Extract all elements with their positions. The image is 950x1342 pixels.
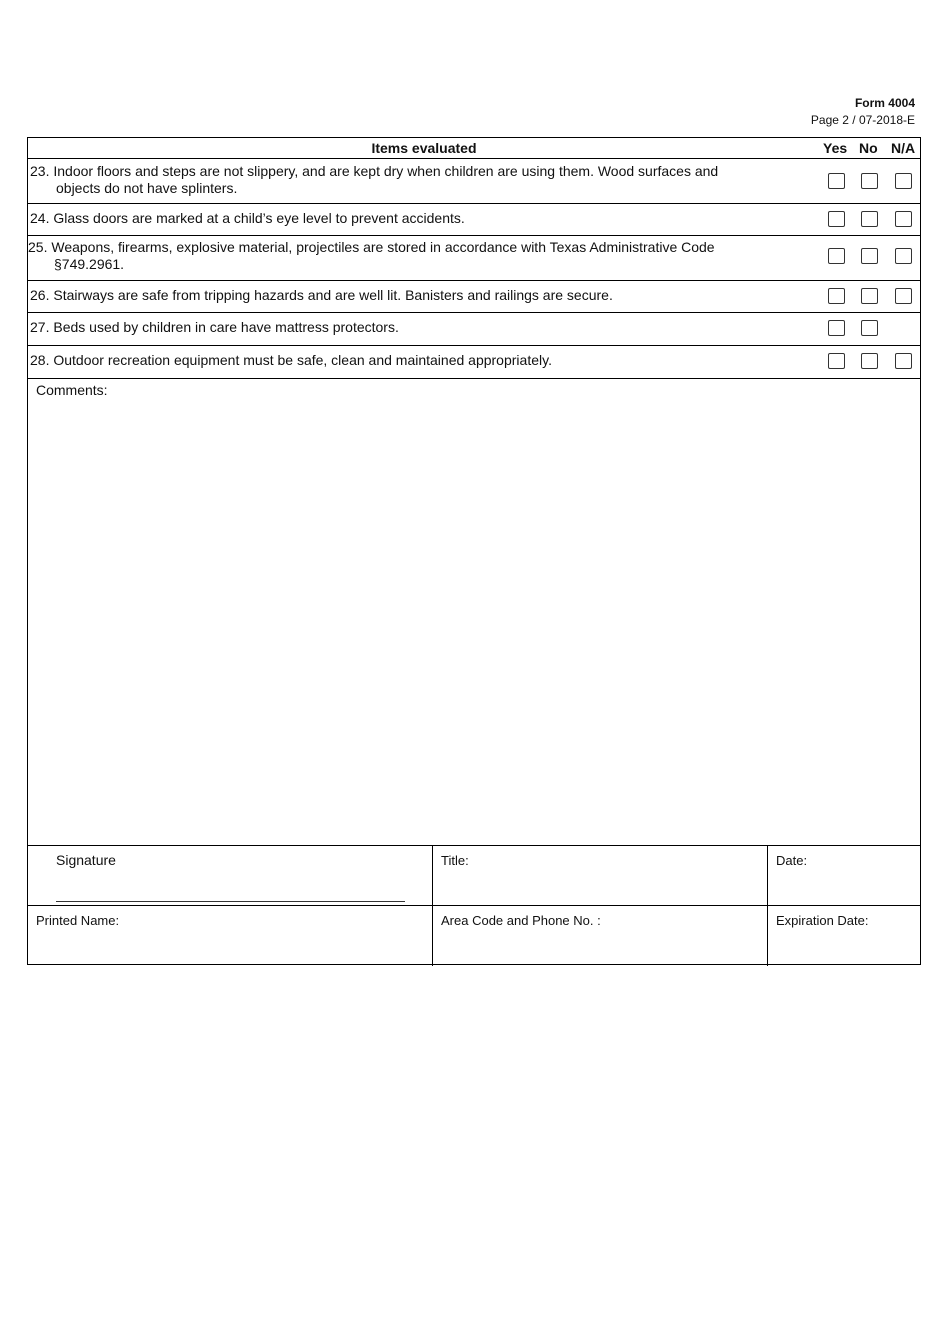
yes-checkbox-24[interactable]	[828, 211, 845, 227]
row-text-line: Beds used by children in care have mattress protectors.	[53, 319, 399, 335]
date-cell[interactable]	[768, 846, 921, 905]
row-number: 26.	[30, 287, 50, 303]
na-checkbox-24[interactable]	[895, 211, 912, 227]
table-row-28	[28, 346, 920, 379]
no-checkbox-24[interactable]	[861, 211, 878, 227]
expiration-date-cell[interactable]	[768, 906, 921, 966]
table-header	[28, 138, 920, 159]
phone-cell[interactable]	[433, 906, 767, 966]
yes-checkbox-25[interactable]	[828, 248, 845, 264]
date-label: Date:	[776, 853, 808, 868]
row-number: 25.	[28, 239, 48, 255]
printed-name-cell[interactable]	[27, 906, 432, 966]
row-text-line: Weapons, firearms, explosive material, projectiles are stored in accordance with Texas Administrative Code	[51, 239, 715, 255]
yes-checkbox-26[interactable]	[828, 288, 845, 304]
no-checkbox-27[interactable]	[861, 320, 878, 336]
signature-block	[27, 845, 921, 965]
comments-label: Comments:	[36, 382, 108, 398]
table-row-24	[28, 204, 920, 236]
table-row-23	[28, 159, 920, 204]
row-text-line: Indoor floors and steps are not slippery, and are kept dry when children are using them. Wood surfaces and	[53, 163, 719, 179]
signature-label: Signature	[56, 852, 116, 868]
no-checkbox-23[interactable]	[861, 173, 878, 189]
na-checkbox-23[interactable]	[895, 173, 912, 189]
row-number: 24.	[30, 210, 50, 226]
page-info: Page 2 / 07-2018-E	[810, 113, 915, 127]
phone-label: Area Code and Phone No. :	[441, 913, 601, 928]
yes-checkbox-28[interactable]	[828, 353, 845, 369]
yes-checkbox-27[interactable]	[828, 320, 845, 336]
evaluation-form	[27, 137, 921, 965]
yes-checkbox-23[interactable]	[828, 173, 845, 189]
row-number: 27.	[30, 319, 50, 335]
no-checkbox-28[interactable]	[861, 353, 878, 369]
expiration-date-label: Expiration Date:	[776, 913, 869, 928]
na-column-header: N/A	[891, 140, 916, 156]
signature-cell[interactable]	[27, 846, 432, 905]
row-text-line: Outdoor recreation equipment must be safe, clean and maintained appropriately.	[53, 352, 552, 368]
row-text	[30, 319, 810, 336]
title-cell[interactable]	[433, 846, 767, 905]
row-text	[30, 210, 810, 227]
yes-column-header: Yes	[823, 140, 848, 156]
no-column-header: No	[859, 140, 878, 156]
row-number: 28.	[30, 352, 50, 368]
table-row-26	[28, 281, 920, 313]
table-row-25	[28, 236, 920, 281]
form-number: Form 4004	[854, 96, 915, 110]
na-checkbox-28[interactable]	[895, 353, 912, 369]
no-checkbox-26[interactable]	[861, 288, 878, 304]
signature-line	[56, 901, 405, 902]
row-number: 23.	[30, 163, 50, 179]
na-checkbox-25[interactable]	[895, 248, 912, 264]
no-checkbox-25[interactable]	[861, 248, 878, 264]
row-text-line: Stairways are safe from tripping hazards and are well lit. Banisters and railings are secure.	[53, 287, 613, 303]
row-text	[28, 239, 808, 273]
items-evaluated-heading: Items evaluated	[371, 140, 477, 156]
title-label: Title:	[441, 853, 469, 868]
table-row-27	[28, 313, 920, 346]
comments-field[interactable]	[28, 379, 920, 845]
printed-name-label: Printed Name:	[36, 913, 120, 928]
row-text-line: Glass doors are marked at a child’s eye level to prevent accidents.	[53, 210, 465, 226]
row-text	[30, 287, 810, 304]
row-text-continuation: objects do not have splinters.	[56, 180, 238, 196]
row-text	[30, 163, 810, 197]
na-checkbox-26[interactable]	[895, 288, 912, 304]
row-text	[30, 352, 810, 369]
row-text-continuation: §749.2961.	[54, 256, 125, 272]
